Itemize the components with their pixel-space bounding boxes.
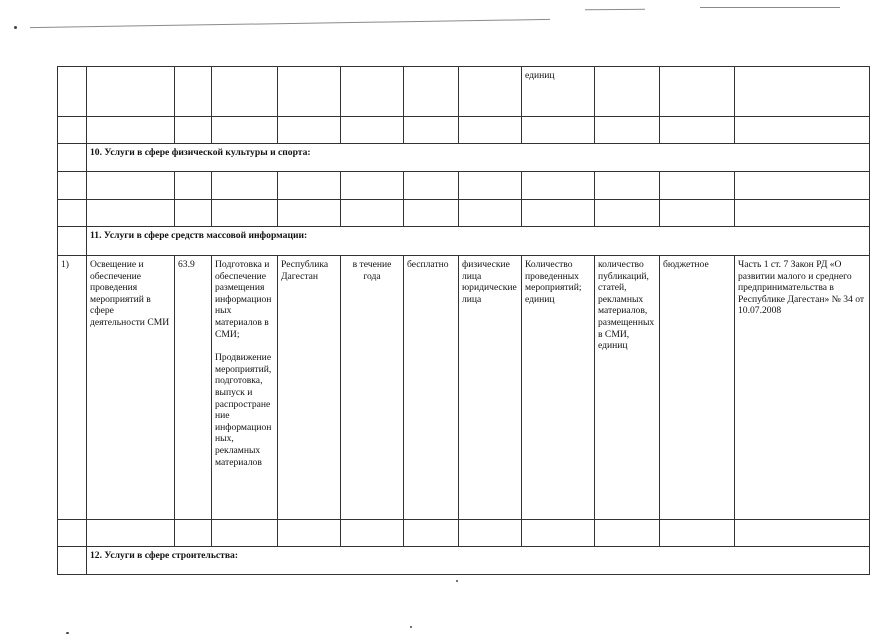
volume-indicator: Количество проведенных мероприятий; единиц bbox=[522, 256, 595, 520]
section-row bbox=[58, 547, 870, 575]
service-content bbox=[212, 256, 278, 520]
table-row bbox=[58, 520, 870, 547]
payment-type: бесплатно bbox=[404, 256, 459, 520]
table-row bbox=[58, 256, 870, 520]
scan-speck bbox=[14, 26, 17, 29]
services-table bbox=[57, 66, 870, 575]
service-period: в течение года bbox=[341, 256, 404, 520]
section-heading-11: 11. Услуги в сфере средств массовой информации: bbox=[87, 227, 870, 256]
quality-indicator: количество публикаций, статей, рекламных материалов, размещенных в СМИ, единиц bbox=[595, 256, 660, 520]
service-name: Освещение и обеспечение проведения мероприятий в сфере деятельности СМИ bbox=[87, 256, 175, 520]
table-row bbox=[58, 200, 870, 227]
territory: Республика Дагестан bbox=[278, 256, 341, 520]
row-number: 1) bbox=[58, 256, 87, 520]
section-heading-10: 10. Услуги в сфере физической культуры и спорта: bbox=[87, 144, 870, 172]
scan-speck bbox=[456, 580, 458, 582]
consumer-category: физические лица юридические лица bbox=[459, 256, 522, 520]
funding-source: бюджетное bbox=[660, 256, 735, 520]
table-row bbox=[58, 67, 870, 117]
service-content-part-1: Подготовка и обеспечение размещения информационных материалов в СМИ; bbox=[215, 259, 272, 340]
scan-speck bbox=[410, 626, 412, 628]
table-row bbox=[58, 117, 870, 144]
cell-unit: единиц bbox=[522, 67, 595, 117]
scan-edge-line bbox=[30, 19, 550, 28]
section-row bbox=[58, 227, 870, 256]
activity-code: 63.9 bbox=[175, 256, 212, 520]
scan-edge-line bbox=[585, 9, 645, 11]
section-heading-12: 12. Услуги в сфере строительства: bbox=[87, 547, 870, 575]
scan-speck bbox=[66, 632, 69, 634]
section-row bbox=[58, 144, 870, 172]
legal-basis: Часть 1 ст. 7 Закон РД «О развитии малого и среднего предпринимательства в Республике Дагестан» № 34 от 10.07.2008 bbox=[735, 256, 870, 520]
scan-edge-line bbox=[700, 7, 840, 8]
service-content-part-2: Продвижение мероприятий, подготовка, выпуск и распространение информационных, рекламных материалов bbox=[215, 352, 272, 468]
table-row bbox=[58, 172, 870, 200]
